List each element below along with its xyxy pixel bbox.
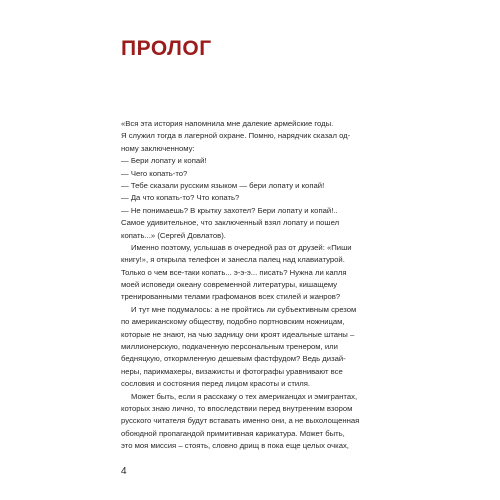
text-line: Я служил тогда в лагерной охране. Помню, нарядчик сказал од- [121, 131, 351, 141]
text-line: обоюдной пропагандой примитивная карикатура. Может быть, [121, 428, 345, 438]
text-line: «Вся эта история напомнила мне далекие армейские годы. [121, 119, 334, 128]
chapter-title: ПРОЛОГ [121, 37, 212, 60]
text-line: моей исповеди океану современной литературы, кишащему [121, 280, 338, 290]
text-line: ному заключенному: [121, 143, 195, 153]
text-line: Именно поэтому, услышав в очередной раз от друзей: «Пиши [131, 242, 352, 252]
text-line: копать...» (Сергей Довлатов). [121, 230, 226, 240]
text-line: Самое удивительное, что заключенный взял лопату и пошел [121, 218, 340, 228]
text-line: тренированными телами графоманов всех стилей и жанров? [121, 292, 341, 302]
text-line: — Да что копать-то? Что копать? [121, 193, 240, 203]
text-line: — Не понимаешь? В крытку захотел? Бери лопату и копай!.. [121, 205, 338, 215]
text-line: которые не знают, на чью задницу они кроят идеальные штаны – [121, 329, 355, 339]
text-line: сословия и состояния перед лицом красоты и стиля. [121, 379, 311, 389]
text-line: бедняцкую, откормленную дешевым фастфудом? Ведь дизай- [121, 354, 346, 364]
text-line: Только о чем все-таки копать... э-э-э... писать? Нужна ли капля [121, 267, 347, 277]
text-line: Может быть, если я расскажу о тех американцах и эмигрантах, [131, 391, 358, 401]
text-line: — Бери лопату и копай! [121, 156, 207, 166]
page-number: 4 [121, 466, 127, 477]
text-line: — Тебе сказали русским языком — бери лопату и копай! [121, 180, 325, 190]
text-line: это моя миссия – стоять, словно дрищ в пока еще целых очках, [121, 441, 349, 451]
text-line: по американскому обществу, подобно портновским ножницам, [121, 317, 345, 327]
text-line: которых знаю лично, то впоследствии перед внутренним взором [121, 403, 353, 413]
body-text [121, 118, 393, 453]
text-line: русского читателя будут вставать именно они, а не выхолощенная [121, 416, 360, 426]
text-line: миллионерскую, подкаченную персональным тренером, или [121, 342, 338, 352]
text-line: неры, парикмахеры, визажисты и фотографы уравнивают все [121, 366, 343, 376]
text-line: книгу!», я открыла телефон и занесла палец над клавиатурой. [121, 255, 345, 265]
text-line: И тут мне подумалось: а не пройтись ли субъективным срезом [131, 304, 357, 314]
text-line: — Чего копать-то? [121, 168, 188, 178]
